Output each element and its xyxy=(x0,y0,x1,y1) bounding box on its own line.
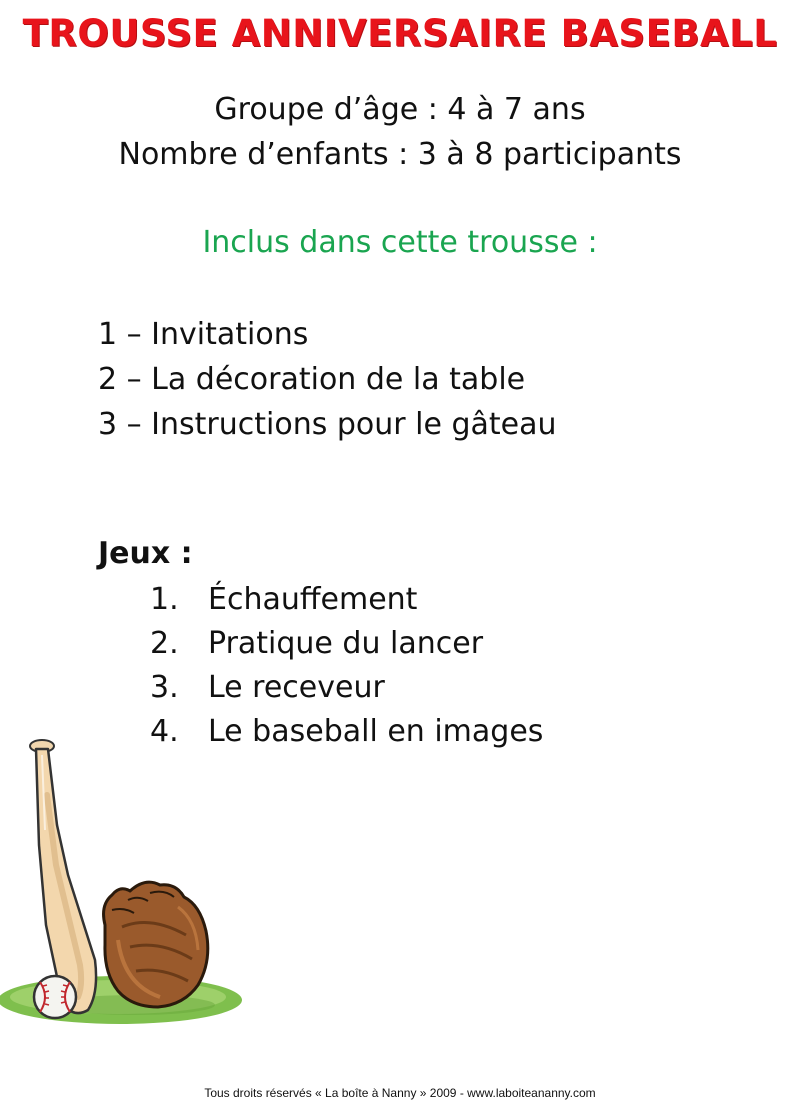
copyright-footer: Tous droits réservés « La boîte à Nanny » 2009 - www.laboiteananny.com xyxy=(204,1086,596,1100)
games-item-number: 3. xyxy=(150,670,179,705)
games-item-number: 2. xyxy=(150,626,179,661)
included-list xyxy=(98,312,557,447)
baseball-icon xyxy=(34,976,76,1018)
age-group-text: Groupe d’âge : 4 à 7 ans xyxy=(214,92,586,127)
games-item-number: 1. xyxy=(150,582,179,617)
included-heading: Inclus dans cette trousse : xyxy=(202,225,598,260)
included-item-table-decoration: 2 – La décoration de la table xyxy=(98,362,526,397)
games-item-number: 4. xyxy=(150,714,179,749)
games-item-label: Le baseball en images xyxy=(208,714,544,749)
games-item-label: Pratique du lancer xyxy=(208,626,484,661)
children-count-text: Nombre d’enfants : 3 à 8 participants xyxy=(118,137,682,172)
games-list xyxy=(150,578,543,754)
included-item-cake-instructions: 3 – Instructions pour le gâteau xyxy=(98,407,557,442)
games-heading: Jeux : xyxy=(98,536,193,571)
games-item-label: Échauffement xyxy=(208,582,418,617)
games-item-catcher xyxy=(150,666,543,710)
baseball-illustration xyxy=(0,735,250,1035)
page-title: TROUSSE ANNIVERSAIRE BASEBALL xyxy=(22,12,778,55)
baseball-bat-icon xyxy=(30,740,96,1013)
games-item-warmup xyxy=(150,578,543,622)
games-item-label: Le receveur xyxy=(208,670,385,705)
included-item-invitations: 1 – Invitations xyxy=(98,317,309,352)
games-item-pitching xyxy=(150,622,543,666)
baseball-glove-icon xyxy=(104,882,208,1007)
